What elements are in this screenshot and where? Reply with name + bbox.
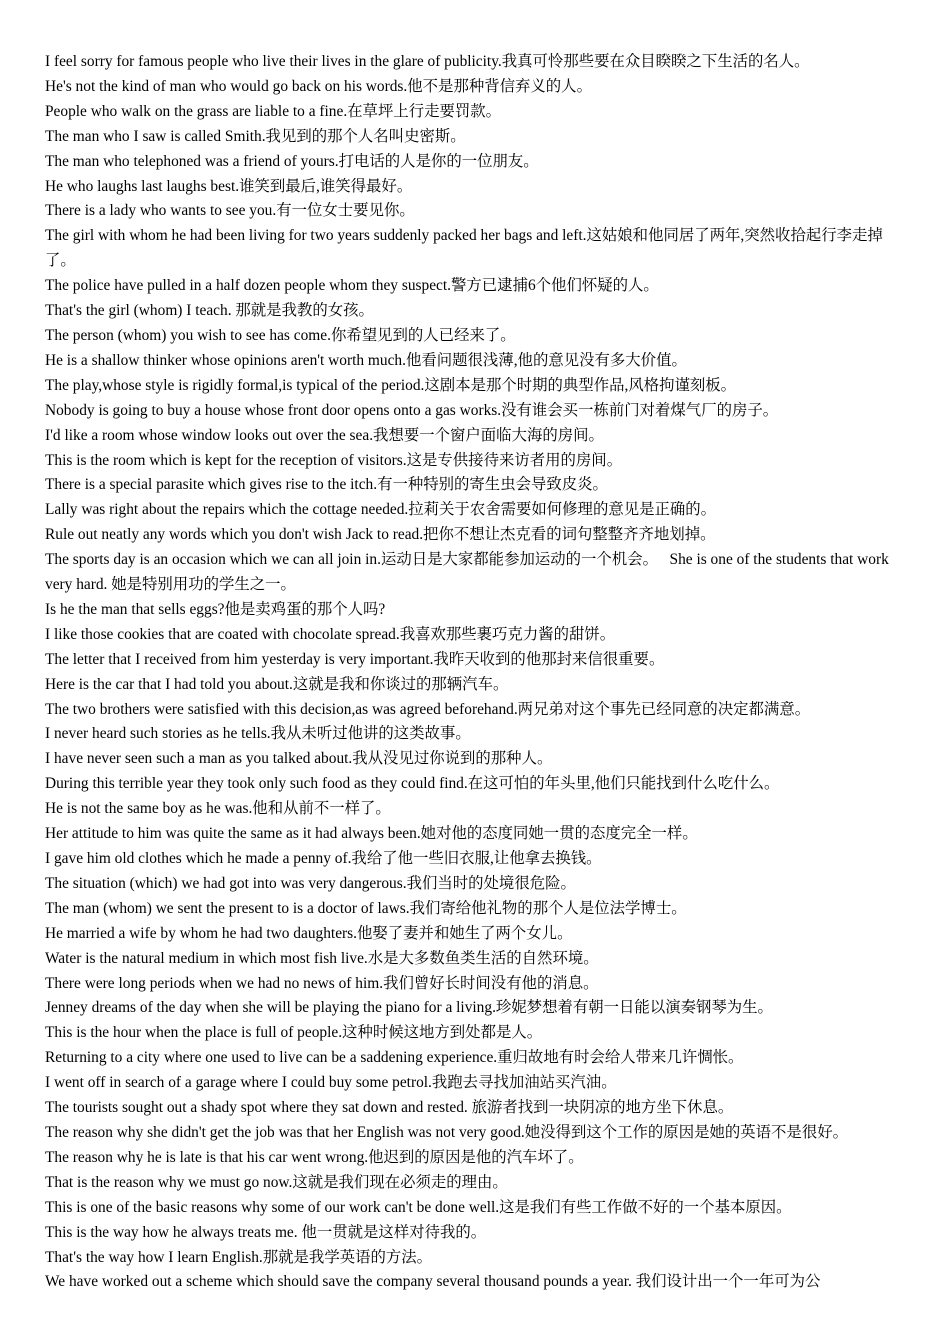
text-line: The reason why she didn't get the job was that her English was not very good.她没得到这个工作的原因是她的英语不是很好。: [45, 1123, 848, 1141]
text-line: The police have pulled in a half dozen people whom they suspect.警方已逮捕6个他们怀疑的人。: [45, 277, 659, 295]
text-line: Is he the man that sells eggs?他是卖鸡蛋的那个人吗?: [45, 600, 386, 618]
text-line: He's not the kind of man who would go back on his words.他不是那种背信弃义的人。: [45, 77, 592, 95]
text-line: I feel sorry for famous people who live their lives in the glare of publicity.我真可怜那些要在众目睽睽之下生活的名人。: [45, 53, 810, 70]
text-line: The man who telephoned was a friend of yours.打电话的人是你的一位朋友。: [45, 152, 539, 170]
text-line: I'd like a room whose window looks out over the sea.我想要一个窗户面临大海的房间。: [45, 426, 604, 444]
text-line: Jenney dreams of the day when she will be playing the piano for a living.珍妮梦想着有朝一日能以演奏钢琴为生。: [45, 999, 773, 1017]
text-line: The tourists sought out a shady spot where they sat down and rested. 旅游者找到一块阴凉的地方坐下休息。: [45, 1099, 734, 1117]
text-line: He is a shallow thinker whose opinions aren't worth much.他看问题很浅薄,他的意见没有多大价值。: [45, 351, 687, 369]
text-line: Her attitude to him was quite the same as it had always been.她对他的态度同她一贯的态度完全一样。: [45, 825, 698, 843]
text-line: I like those cookies that are coated with chocolate spread.我喜欢那些裹巧克力酱的甜饼。: [45, 625, 616, 643]
text-line: The letter that I received from him yesterday is very important.我昨天收到的他那封来信很重要。: [45, 650, 665, 668]
text-line: The sports day is an occasion which we can all join in.运动日是大家都能参加运动的一个机会。 She is one of the students that work very hard. 她是特别用功的学生之一。: [45, 551, 889, 594]
text-line: That's the way how I learn English.那就是我学英语的方法。: [45, 1248, 433, 1266]
text-line: The play,whose style is rigidly formal,is typical of the period.这剧本是那个时期的典型作品,风格拘谨刻板。: [45, 376, 737, 394]
text-line: The situation (which) we had got into was very dangerous.我们当时的处境很危险。: [45, 874, 576, 892]
text-line: People who walk on the grass are liable to a fine.在草坪上行走要罚款。: [45, 102, 502, 120]
text-line: I went off in search of a garage where I could buy some petrol.我跑去寻找加油站买汽油。: [45, 1074, 617, 1092]
text-line: The person (whom) you wish to see has come.你希望见到的人已经来了。: [45, 326, 516, 344]
text-line: I have never seen such a man as you talked about.我从没见过你说到的那种人。: [45, 750, 553, 768]
text-line: This is the way how he always treats me. 他一贯就是这样对待我的。: [45, 1223, 487, 1241]
text-line: Here is the car that I had told you about.这就是我和你谈过的那辆汽车。: [45, 675, 509, 693]
text-line: There were long periods when we had no news of him.我们曾好长时间没有他的消息。: [45, 974, 599, 992]
text-line: Lally was right about the repairs which the cottage needed.拉莉关于农舍需要如何修理的意见是正确的。: [45, 501, 717, 519]
text-line: The girl with whom he had been living for two years suddenly packed her bags and left.这姑娘和他同居了两年,突然收拾起行李走掉了。: [45, 227, 883, 270]
text-line: The man who I saw is called Smith.我见到的那个人名叫史密斯。: [45, 127, 466, 145]
text-line: The two brothers were satisfied with this decision,as was agreed beforehand.两兄弟对这个事先已经同意的决定都满意。: [45, 700, 811, 718]
text-line: I gave him old clothes which he made a penny of.我给了他一些旧衣服,让他拿去换钱。: [45, 850, 602, 867]
text-line: Returning to a city where one used to live can be a saddening experience.重归故地有时会给人带来几许惆怅。: [45, 1049, 744, 1067]
text-line: I never heard such stories as he tells.我从未听过他讲的这类故事。: [45, 725, 471, 743]
text-line: During this terrible year they took only such food as they could find.在这可怕的年头里,他们只能找到什么吃什么。: [45, 775, 780, 793]
text-line: The man (whom) we sent the present to is a doctor of laws.我们寄给他礼物的那个人是位法学博士。: [45, 899, 687, 917]
text-line: Water is the natural medium in which most fish live.水是大多数鱼类生活的自然环境。: [45, 949, 599, 967]
text-line: There is a special parasite which gives rise to the itch.有一种特别的寄生虫会导致皮炎。: [45, 476, 608, 494]
text-line: This is the room which is kept for the reception of visitors.这是专供接待来访者用的房间。: [45, 451, 623, 469]
text-line: This is the hour when the place is full of people.这种时候这地方到处都是人。: [45, 1024, 543, 1042]
text-line: Rule out neatly any words which you don't wish Jack to read.把你不想让杰克看的词句整整齐齐地划掉。: [45, 526, 716, 544]
text-line: He is not the same boy as he was.他和从前不一样了。: [45, 800, 391, 818]
text-line: There is a lady who wants to see you.有一位女士要见你。: [45, 202, 415, 220]
text-line: The reason why he is late is that his car went wrong.他迟到的原因是他的汽车坏了。: [45, 1148, 584, 1166]
text-line: He who laughs last laughs best.谁笑到最后,谁笑得最好。: [45, 177, 413, 195]
text-line: Nobody is going to buy a house whose front door opens onto a gas works.没有谁会买一栋前门对着煤气厂的房子。: [45, 401, 779, 419]
document-page: [45, 50, 907, 1295]
text-line: This is one of the basic reasons why some of our work can't be done well.这是我们有些工作做不好的一个基本原因。: [45, 1198, 792, 1216]
text-line: We have worked out a scheme which should save the company several thousand pounds a year. 我们设计出一个一年可为公: [45, 1273, 821, 1291]
text-line: He married a wife by whom he had two daughters.他娶了妻并和她生了两个女儿。: [45, 924, 573, 942]
text-line: That's the girl (whom) I teach. 那就是我教的女孩。: [45, 302, 374, 320]
text-line: That is the reason why we must go now.这就是我们现在必须走的理由。: [45, 1173, 508, 1191]
